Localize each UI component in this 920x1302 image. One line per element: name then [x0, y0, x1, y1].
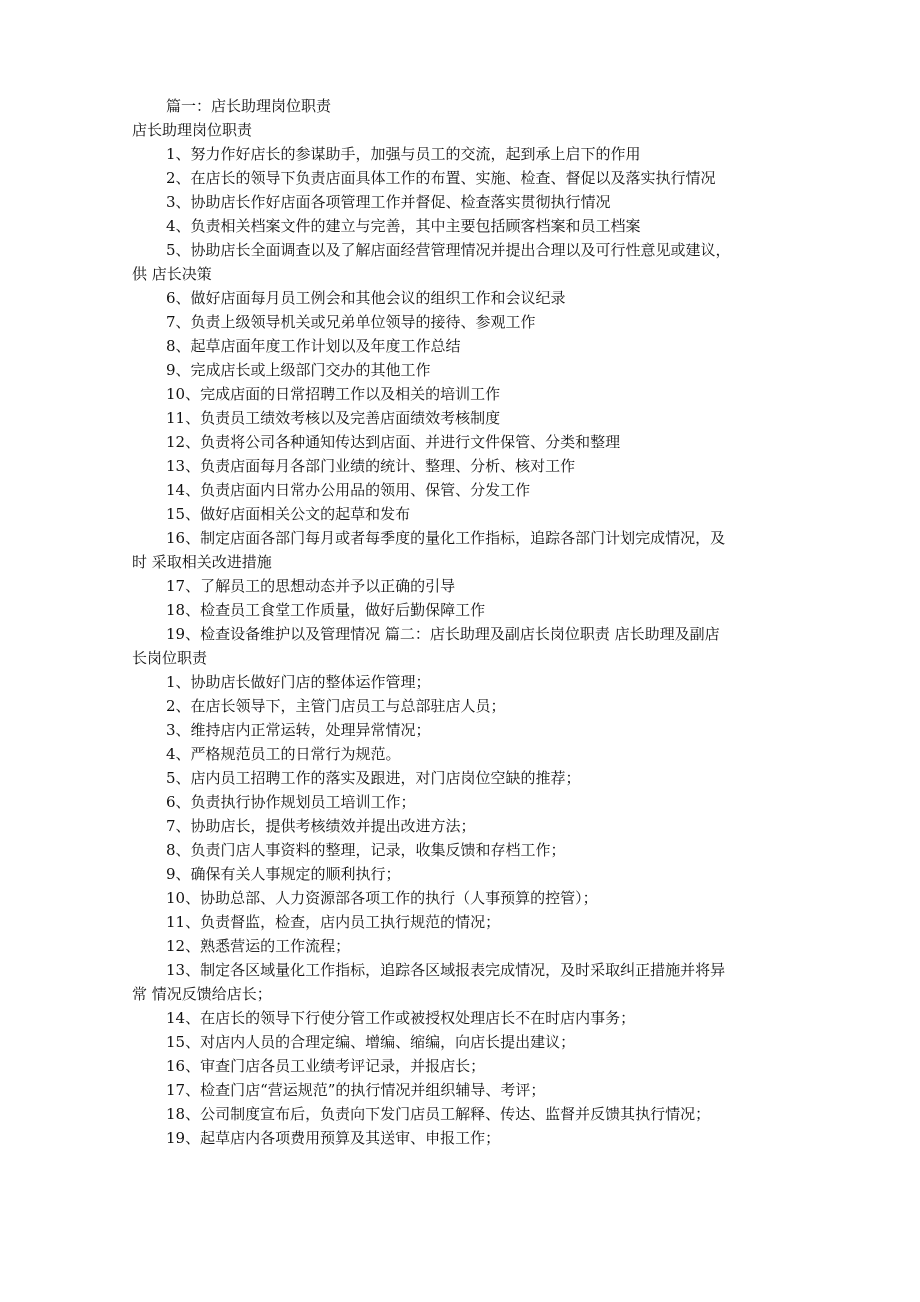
list-item: 9、确保有关人事规定的顺利执行； — [166, 865, 401, 883]
list-item-continuation: 长岗位职责 — [132, 649, 208, 667]
list-item-continuation: 常 情况反馈给店长； — [132, 985, 272, 1003]
list-item: 5、店内员工招聘工作的落实及跟进，对门店岗位空缺的推荐； — [166, 769, 581, 787]
list-item: 7、协助店长，提供考核绩效并提出改进方法； — [166, 817, 476, 835]
list-item-line: 5、协助店长全面调查以及了解店面经营管理情况并提出合理以及可行性意见或建议， — [166, 241, 731, 259]
list-item: 6、做好店面每月员工例会和其他会议的组织工作和会议纪录 — [166, 289, 566, 307]
list-item: 8、负责门店人事资料的整理，记录，收集反馈和存档工作； — [166, 841, 566, 859]
list-item: 2、在店长领导下，主管门店员工与总部驻店人员； — [166, 697, 506, 715]
list-item: 1、协助店长做好门店的整体运作管理； — [166, 673, 431, 691]
list-item: 10、协助总部、人力资源部各项工作的执行（人事预算的控管）； — [166, 889, 598, 907]
list-item — [132, 958, 792, 1006]
list-item: 18、检查员工食堂工作质量，做好后勤保障工作 — [166, 601, 486, 619]
list-item: 14、负责店面内日常办公用品的领用、保管、分发工作 — [166, 481, 531, 499]
list-item: 2、在店长的领导下负责店面具体工作的布置、实施、检查、督促以及落实执行情况 — [166, 169, 716, 187]
section-heading: 篇一：店长助理岗位职责 — [166, 97, 332, 115]
list-item-continuation: 时 采取相关改进措施 — [132, 553, 272, 571]
list-item-line: 19、检查设备维护以及管理情况 篇二：店长助理及副店长岗位职责 店长助理及副店 — [166, 625, 720, 643]
list-item: 4、负责相关档案文件的建立与完善，其中主要包括顾客档案和员工档案 — [166, 217, 641, 235]
list-item: 14、在店长的领导下行使分管工作或被授权处理店长不在时店内事务； — [166, 1009, 636, 1027]
list-item: 4、严格规范员工的日常行为规范。 — [166, 745, 401, 763]
list-item — [132, 238, 792, 286]
list-item: 15、做好店面相关公文的起草和发布 — [166, 505, 411, 523]
document-body — [132, 94, 792, 1150]
list-item: 8、起草店面年度工作计划以及年度工作总结 — [166, 337, 461, 355]
list-item: 18、公司制度宣布后，负责向下发门店员工解释、传达、监督并反馈其执行情况； — [166, 1105, 711, 1123]
list-item: 10、完成店面的日常招聘工作以及相关的培训工作 — [166, 385, 501, 403]
list-item: 12、负责将公司各种通知传达到店面、并进行文件保管、分类和整理 — [166, 433, 621, 451]
list-item: 17、了解员工的思想动态并予以正确的引导 — [166, 577, 456, 595]
list-item: 11、负责督监，检查，店内员工执行规范的情况； — [166, 913, 501, 931]
list-item: 7、负责上级领导机关或兄弟单位领导的接待、参观工作 — [166, 313, 536, 331]
list-item: 12、熟悉营运的工作流程； — [166, 937, 351, 955]
list-item-continuation: 供 店长决策 — [132, 265, 212, 283]
list-item: 3、协助店长作好店面各项管理工作并督促、检查落实贯彻执行情况 — [166, 193, 611, 211]
list-item-line: 13、制定各区域量化工作指标，追踪各区域报表完成情况，及时采取纠正措施并将异 — [166, 961, 726, 979]
list-item: 9、完成店长或上级部门交办的其他工作 — [166, 361, 431, 379]
list-item: 11、负责员工绩效考核以及完善店面绩效考核制度 — [166, 409, 501, 427]
list-item: 19、起草店内各项费用预算及其送审、申报工作； — [166, 1129, 501, 1147]
list-item: 17、检查门店“营运规范”的执行情况并组织辅导、考评； — [166, 1081, 546, 1099]
list-item-line: 16、制定店面各部门每月或者每季度的量化工作指标，追踪各部门计划完成情况，及 — [166, 529, 726, 547]
list-item: 1、努力作好店长的参谋助手，加强与员工的交流，起到承上启下的作用 — [166, 145, 641, 163]
subheading: 店长助理岗位职责 — [132, 121, 253, 139]
list-item — [132, 526, 792, 574]
list-item: 3、维持店内正常运转，处理异常情况； — [166, 721, 431, 739]
list-item: 15、对店内人员的合理定编、增编、缩编，向店长提出建议； — [166, 1033, 576, 1051]
list-item — [132, 622, 792, 670]
list-item: 16、审查门店各员工业绩考评记录，并报店长； — [166, 1057, 486, 1075]
list-item: 6、负责执行协作规划员工培训工作； — [166, 793, 416, 811]
list-item: 13、负责店面每月各部门业绩的统计、整理、分析、核对工作 — [166, 457, 576, 475]
